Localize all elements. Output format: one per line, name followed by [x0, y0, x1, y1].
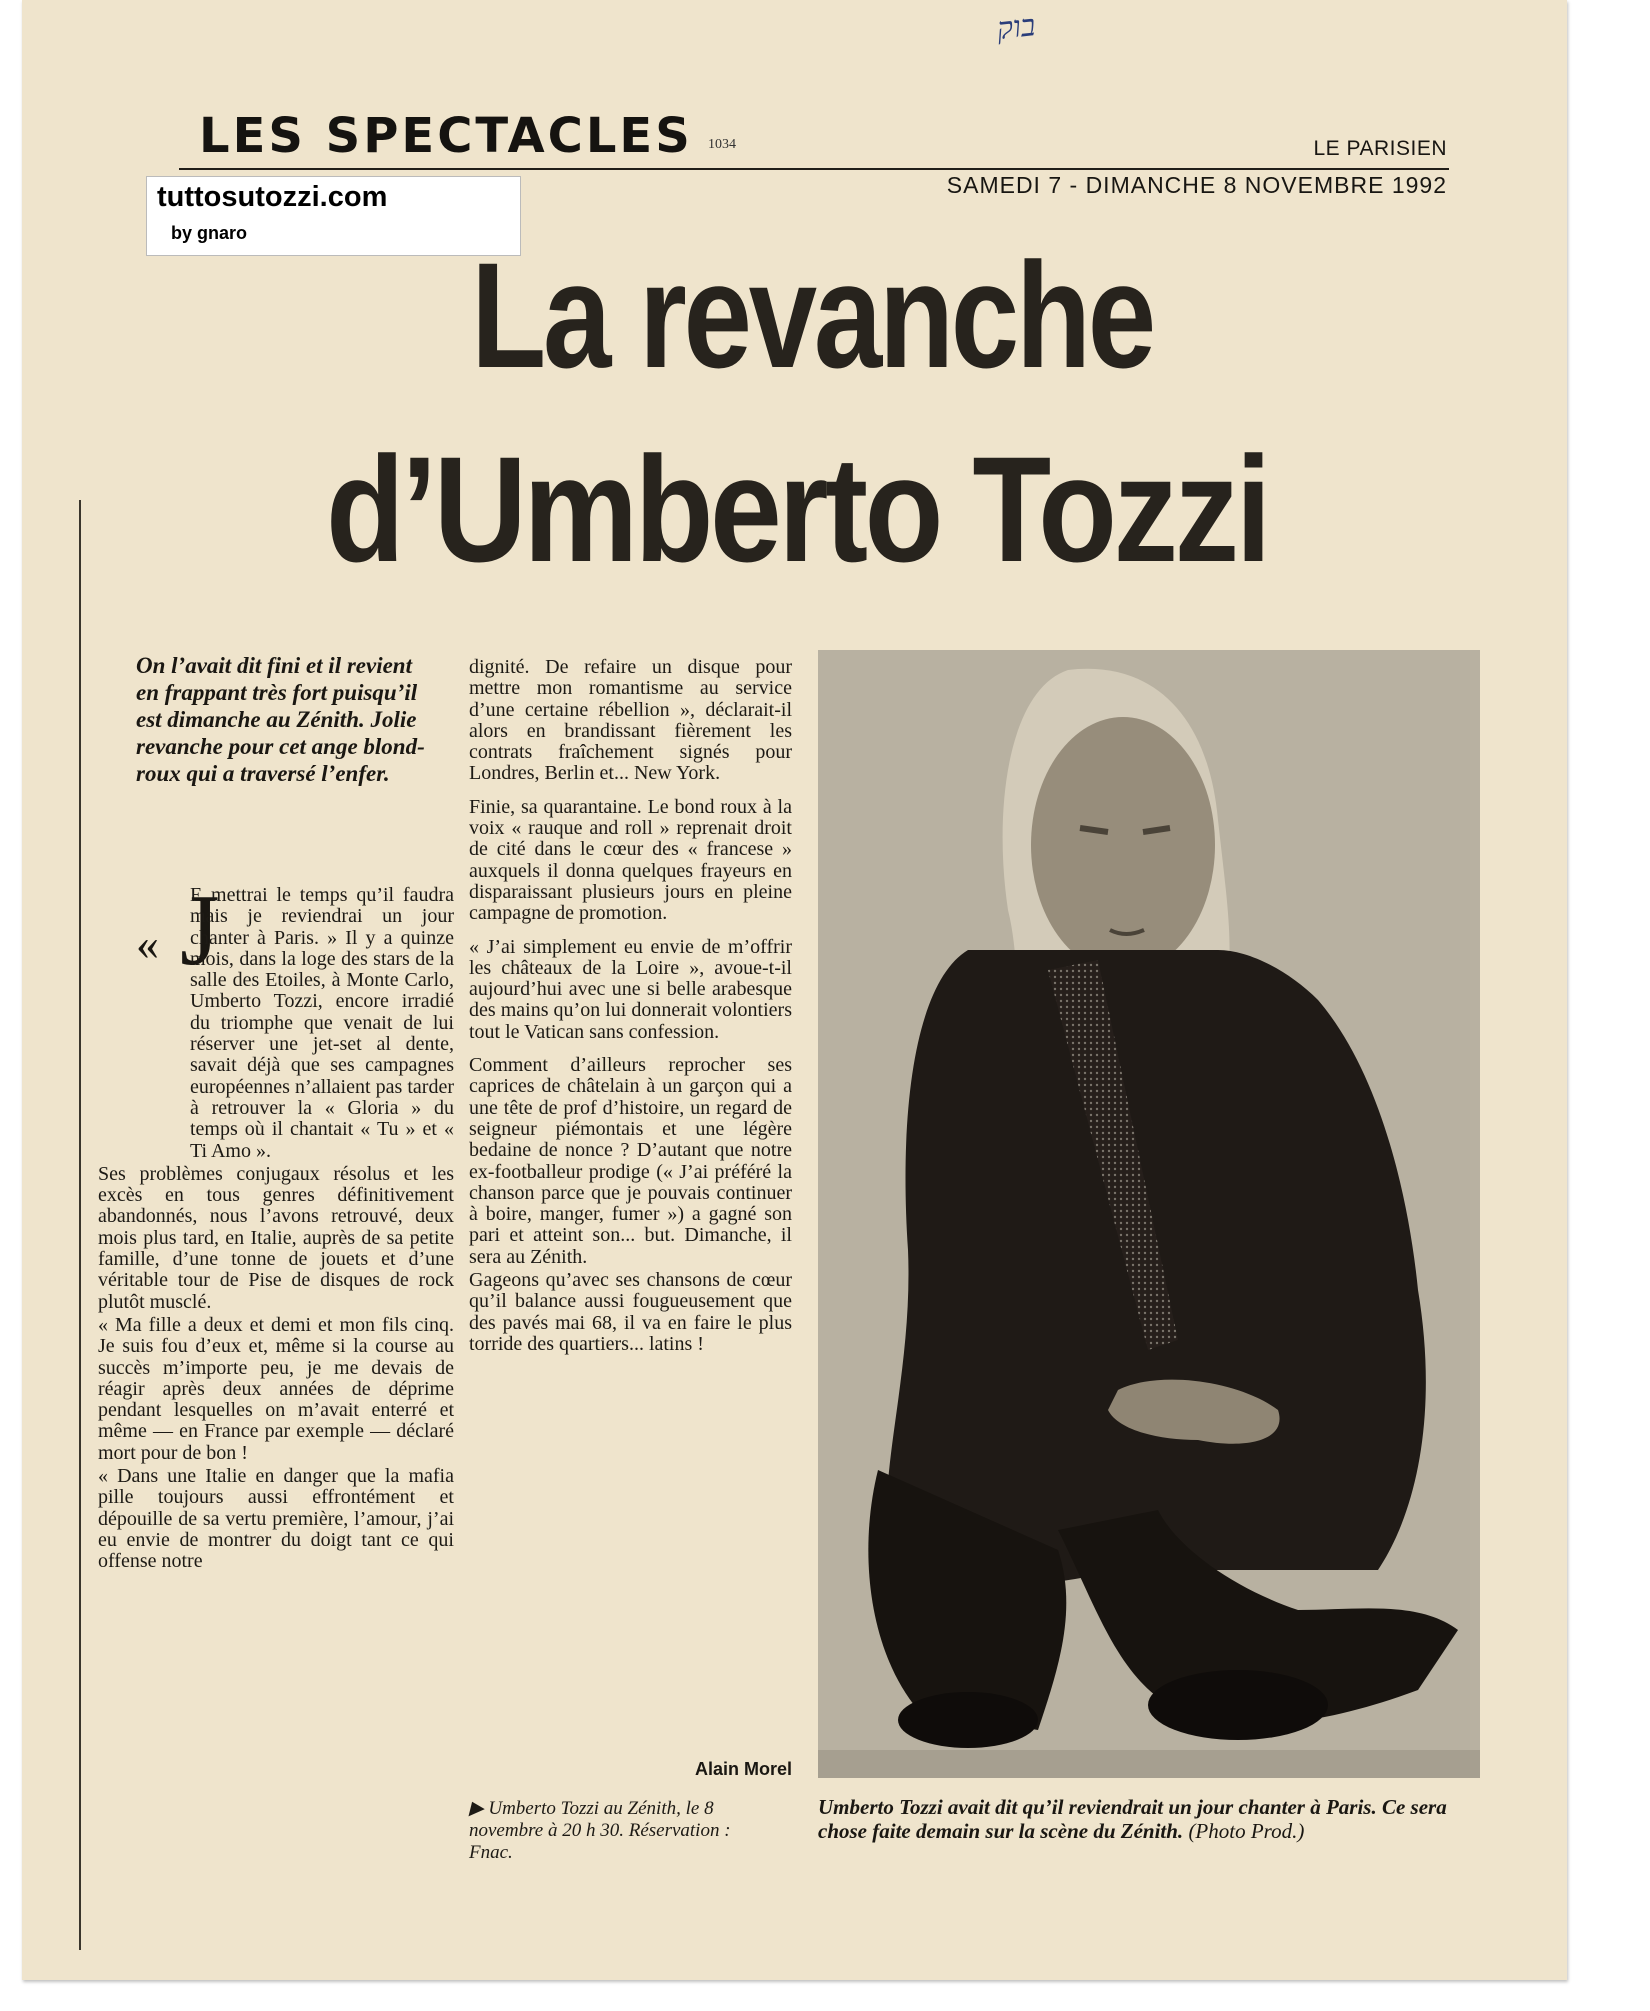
paragraph: E mettrai le temps qu’il faudra mais je reviendrai un jour chanter à Paris. » Il y a quinze mois, dans la loge des stars de la salle des Etoiles, à Monte Carlo, Umberto Tozzi, encore irradié du triomphe que venait de lui réserver une jet-set al dente, savait déjà que ses campagnes européennes n’allaient pas tarder à retrouver la « Gloria » du temps où il chantait « Tu » et « Ti Amo ».	[190, 884, 454, 1162]
article-column-2	[469, 657, 792, 1355]
paragraph: « Dans une Italie en danger que la mafia pille toujours aussi effrontément et dépouille de sa vertu première, l’amour, j’ai eu envie de montrer du doigt tant ce qui offense notre	[98, 1465, 454, 1573]
issue-date: SAMEDI 7 - DIMANCHE 8 NOVEMBRE 1992	[946, 172, 1447, 198]
headline-line-2: d’Umberto Tozzi	[325, 425, 1269, 593]
headline-line-1: La revanche	[471, 231, 1153, 399]
article-photo	[818, 650, 1480, 1778]
paragraph: « Ma fille a deux et demi et mon fils cinq. Je suis fou d’eux et, même si la course au succès m’importe peu, je me devais de réagir après deux années de déprime pendant lesquelles on m’avait enterré et même — en France par exemple — déclaré mort pour de bon !	[98, 1313, 454, 1464]
newspaper-clipping	[22, 0, 1567, 1980]
caption-text: Umberto Tozzi avait dit qu’il reviendrait un jour chanter à Paris. Ce sera chose faite demain sur la scène du Zénith.	[818, 1795, 1447, 1843]
photo-credit: (Photo Prod.)	[1188, 1819, 1305, 1843]
handwritten-note: בוק	[995, 8, 1037, 47]
article-column-1	[98, 885, 454, 1573]
paragraph: Comment d’ailleurs reprocher ses caprices de châtelain à un garçon qui a une tête de prof d’histoire, un regard de seigneur piémontais et une légère bedaine de nonce ? D’autant que notre ex-footballeur prodige (« J’ai préféré la chanson parce que je pouvais continuer à boire, manger, fumer ») a gagné son pari et atteint son... but. Dimanche, il sera au Zénith.	[469, 1054, 792, 1268]
paragraph: Gageons qu’avec ses chansons de cœur qu’il balance aussi fougueusement que des pavés mai 68, il va en faire le plus torride des quartiers... latins !	[469, 1269, 792, 1355]
page-number: 1034	[708, 137, 736, 152]
photo-image	[818, 650, 1480, 1778]
paragraph: « J’ai simplement eu envie de m’offrir les châteaux de la Loire », avoue-t-il aujourd’hui avec une si belle arabesque des mains qu’on lui donnerait volontiers tout le Vatican sans confession.	[469, 935, 792, 1043]
paragraph: dignité. De refaire un disque pour mettre mon romantisme au service d’une certaine rébellion », déclarait-il alors en brandissant fièrement les contrats fraîchement signés pour Londres, Berlin et... New York.	[469, 656, 792, 785]
lede: On l’avait dit fini et il revient en frappant très fort puisqu’il est dimanche au Zénith. Jolie revanche pour cet ange blond-roux qui a traversé l’enfer.	[136, 653, 425, 786]
watermark-site: tuttosutozzi.com	[157, 181, 388, 213]
masthead-rule	[179, 168, 1449, 170]
photo-caption	[818, 1795, 1483, 1843]
column-rule	[79, 500, 81, 1950]
event-info: ▶ Umberto Tozzi au Zénith, le 8 novembre à 20 h 30. Réservation : Fnac.	[469, 1798, 731, 1863]
drop-cap: J	[180, 874, 220, 987]
opening-quote-mark: «	[136, 918, 159, 969]
section-rubric: LES SPECTACLES	[199, 108, 693, 164]
paragraph: Finie, sa quarantaine. Le bond roux à la voix « rauque and roll » reprenait droit de cité dans le cœur des « francese » auxquels il donna quelques frayeurs en disparaissant plusieurs jours en pleine campagne de promotion.	[469, 795, 792, 925]
watermark-credit: by gnaro	[171, 223, 248, 243]
byline: Alain Morel	[694, 1759, 792, 1779]
paragraph: Ses problèmes conjugaux résolus et les excès en tous genres définitivement abandonnés, nous l’avons retrouvé, deux mois plus tard, en Italie, auprès de sa petite famille, d’une tonne de jouets et d’une véritable tour de Pise de disques de rock plutôt musclé.	[98, 1162, 454, 1313]
newspaper-name: LE PARISIEN	[1313, 137, 1447, 160]
